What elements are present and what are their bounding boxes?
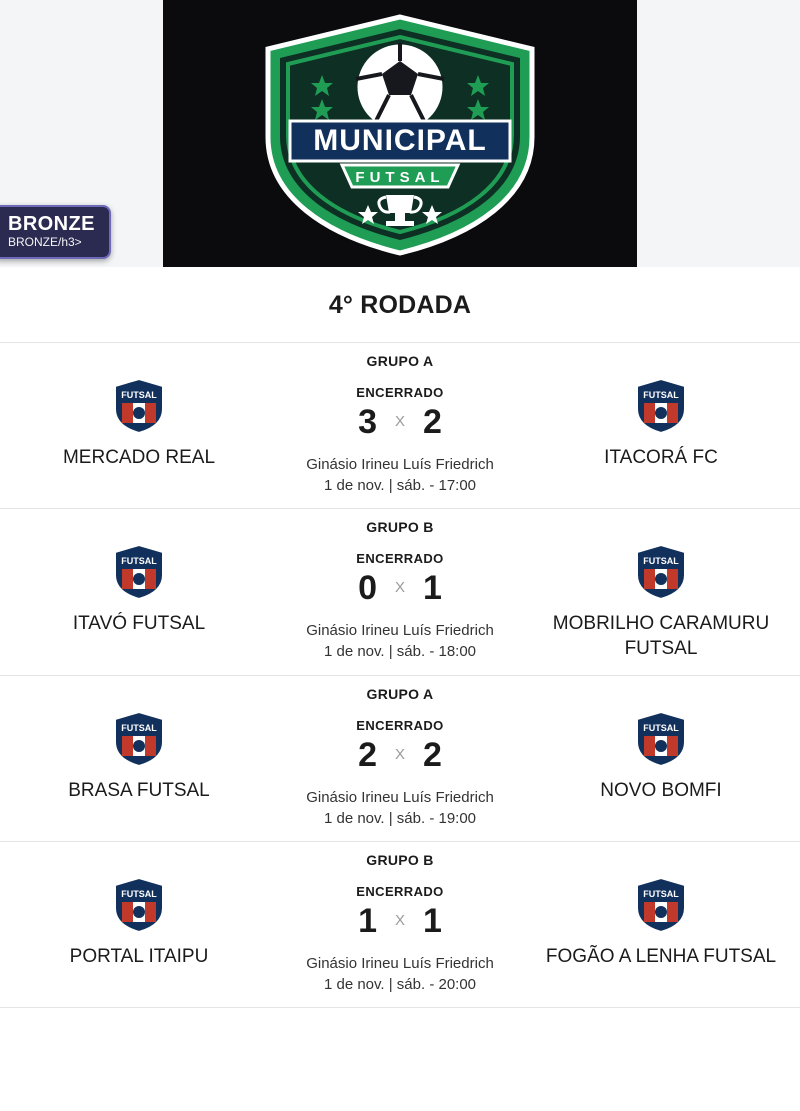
match-row [0,876,800,993]
match-card[interactable] [0,842,800,1008]
away-team-name: NOVO BOMFI [600,780,722,801]
match-center [275,710,525,827]
away-team-name: FOGÃO A LENHA FUTSAL [545,946,777,967]
home-team[interactable] [3,377,275,470]
group-label: GRUPO B [366,519,434,535]
team-shield-icon [112,876,166,934]
match-status: ENCERRADO [356,551,444,566]
score [358,402,442,442]
hero-image [163,0,637,267]
home-score: 3 [358,403,377,441]
away-team[interactable] [525,710,797,803]
home-score: 1 [358,902,377,940]
score [358,735,442,775]
match-venue: Ginásio Irineu Luís Friedrich [306,955,494,972]
away-team-name: ITACORÁ FC [604,447,718,468]
svg-text:FUTSAL: FUTSAL [355,168,445,186]
match-datetime: 1 de nov. | sáb. - 18:00 [323,643,477,660]
match-card[interactable] [0,676,800,842]
match-row [0,710,800,827]
match-datetime: 1 de nov. | sáb. - 19:00 [323,810,477,827]
away-team-name: MOBRILHO CARAMURU FUTSAL [552,613,770,659]
team-shield-icon [112,710,166,768]
team-shield-icon [112,543,166,601]
match-center [275,377,525,494]
away-team[interactable] [525,876,797,969]
match-row [0,377,800,494]
svg-text:FUTSAL: FUTSAL [121,556,157,566]
score-separator: X [394,413,405,430]
home-team[interactable] [3,710,275,803]
match-card[interactable] [0,509,800,676]
bronze-badge-subtitle: BRONZE/h3> [8,235,82,249]
match-venue: Ginásio Irineu Luís Friedrich [306,622,494,639]
home-team-name: BRASA FUTSAL [68,780,210,801]
home-team[interactable] [3,543,275,636]
away-score: 2 [423,736,442,774]
municipal-futsal-crest-icon [250,9,550,259]
match-row [0,543,800,661]
round-title: 4° RODADA [0,267,800,343]
match-center [275,543,525,660]
away-score: 1 [423,569,442,607]
match-datetime: 1 de nov. | sáb. - 17:00 [323,477,477,494]
match-status: ENCERRADO [356,884,444,899]
match-venue: Ginásio Irineu Luís Friedrich [306,456,494,473]
match-card[interactable] [0,343,800,509]
team-shield-icon [634,543,688,601]
group-label: GRUPO A [366,353,434,369]
score-separator: X [394,579,405,596]
svg-text:FUTSAL: FUTSAL [643,556,679,566]
svg-text:FUTSAL: FUTSAL [121,390,157,400]
svg-text:FUTSAL: FUTSAL [121,889,157,899]
match-status: ENCERRADO [356,385,444,400]
bronze-badge[interactable] [0,205,111,259]
team-shield-icon [634,377,688,435]
score [358,568,442,608]
match-center [275,876,525,993]
team-shield-icon [112,377,166,435]
svg-text:FUTSAL: FUTSAL [643,889,679,899]
away-team[interactable] [525,377,797,470]
svg-text:FUTSAL: FUTSAL [121,723,157,733]
match-venue: Ginásio Irineu Luís Friedrich [306,789,494,806]
score-separator: X [394,746,405,763]
hero-banner [0,0,800,267]
away-score: 1 [423,902,442,940]
team-shield-icon [634,876,688,934]
home-team-name: MERCADO REAL [62,447,216,468]
group-label: GRUPO A [366,686,434,702]
match-datetime: 1 de nov. | sáb. - 20:00 [323,976,477,993]
home-team-name: ITAVÓ FUTSAL [72,613,206,634]
home-score: 2 [358,736,377,774]
home-team[interactable] [3,876,275,969]
away-score: 2 [423,403,442,441]
home-score: 0 [358,569,377,607]
match-status: ENCERRADO [356,718,444,733]
score [358,901,442,941]
score-separator: X [394,912,405,929]
svg-text:FUTSAL: FUTSAL [643,390,679,400]
svg-text:MUNICIPAL: MUNICIPAL [313,123,487,157]
home-team-name: PORTAL ITAIPU [69,946,209,967]
svg-text:FUTSAL: FUTSAL [643,723,679,733]
bronze-badge-title: BRONZE [8,213,95,235]
away-team[interactable] [525,543,797,661]
team-shield-icon [634,710,688,768]
group-label: GRUPO B [366,852,434,868]
